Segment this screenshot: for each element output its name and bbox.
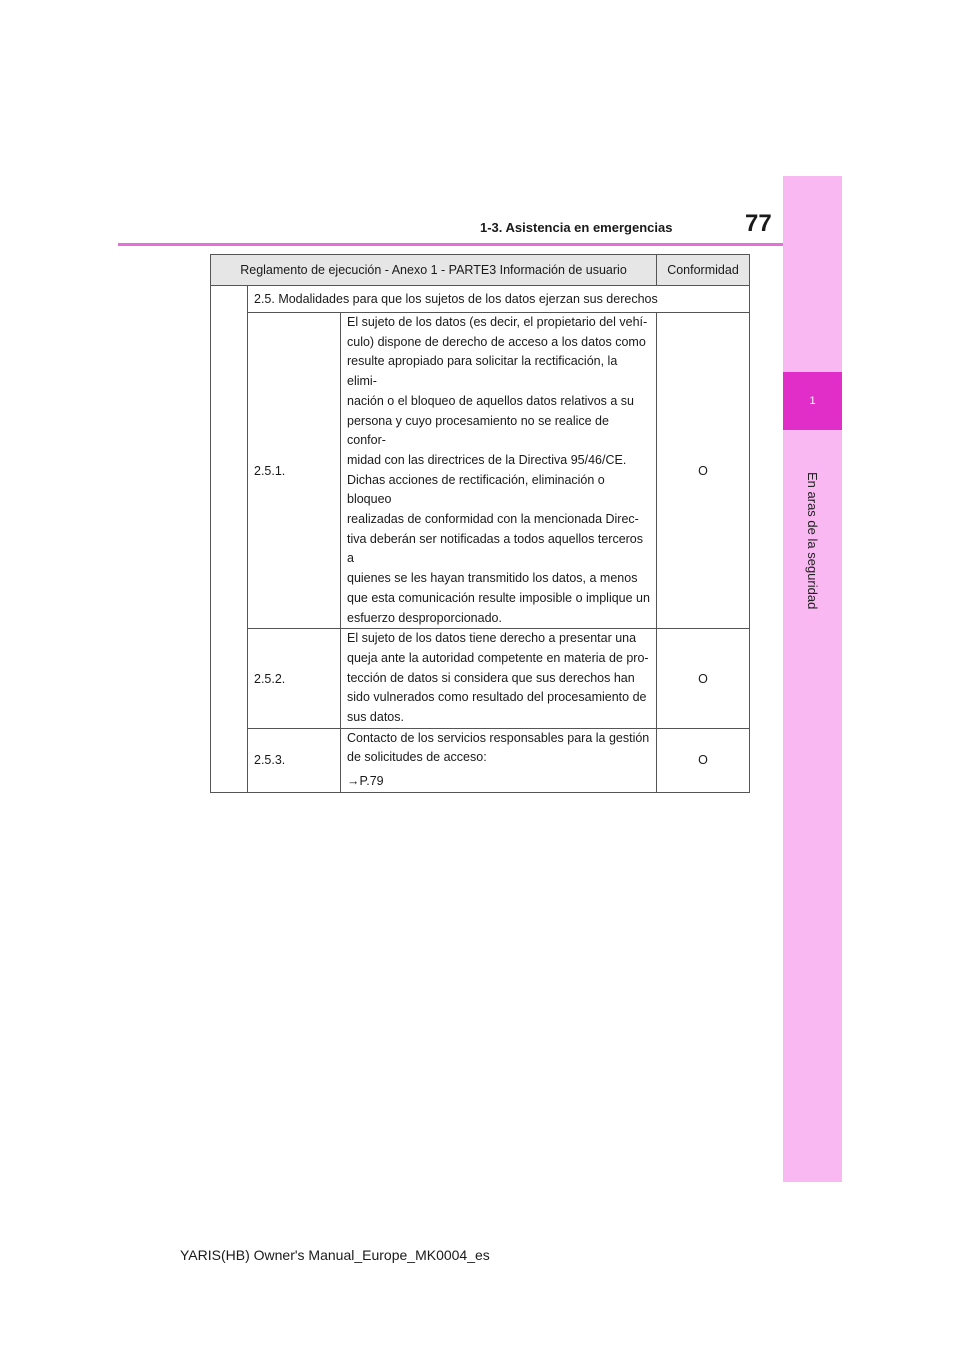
header-rule xyxy=(118,243,783,246)
description-line: quienes se les hayan transmitido los datos, a menos xyxy=(347,571,638,586)
row-description xyxy=(341,629,657,729)
description-line: El sujeto de los datos tiene derecho a presentar una xyxy=(347,631,637,646)
description-line: esfuerzo desproporcionado. xyxy=(347,610,502,625)
row-conformity: O xyxy=(657,629,750,729)
description-line: midad con las directrices de la Directiva 95/46/CE. xyxy=(347,452,627,467)
description-line: realizadas de conformidad con la mencionada Direc- xyxy=(347,512,639,527)
regulation-table xyxy=(210,254,750,793)
chapter-number-tab[interactable] xyxy=(783,372,842,430)
description-line: sus datos. xyxy=(347,710,404,725)
indent-cell xyxy=(211,286,248,793)
description-line: culo) dispone de derecho de acceso a los datos como xyxy=(347,334,646,349)
subsection-title: 2.5. Modalidades para que los sujetos de los datos ejerzan sus derechos xyxy=(248,286,750,313)
description-line: resulte apropiado para solicitar la rectificación, la elimi- xyxy=(347,354,618,389)
chapter-number: 1 xyxy=(809,395,816,407)
description-line: que esta comunicación resulte imposible o implique un xyxy=(347,590,650,605)
chapter-side-tab xyxy=(783,176,842,1182)
row-code: 2.5.2. xyxy=(248,629,341,729)
section-title: 1-3. Asistencia en emergencias xyxy=(480,220,673,235)
description-line: nación o el bloqueo de aquellos datos relativos a su xyxy=(347,393,635,408)
row-conformity: O xyxy=(657,313,750,629)
description-line: El sujeto de los datos (es decir, el propietario del vehí- xyxy=(347,315,648,329)
description-line: persona y cuyo procesamiento no se realice de confor- xyxy=(347,413,609,448)
row-description xyxy=(341,728,657,792)
table-header-row xyxy=(211,255,750,286)
table-row xyxy=(211,313,750,629)
description-line: queja ante la autoridad competente en materia de pro- xyxy=(347,650,649,665)
row-code: 2.5.3. xyxy=(248,728,341,792)
description-line: tección de datos si considera que sus derechos han xyxy=(347,670,635,685)
header-regulation: Reglamento de ejecución - Anexo 1 - PARTE3 Información de usuario xyxy=(211,255,657,286)
page-number: 77 xyxy=(745,210,772,237)
description-line: de solicitudes de acceso: xyxy=(347,750,487,765)
description-line: tiva deberán ser notificadas a todos aquellos terceros a xyxy=(347,531,644,566)
table-row xyxy=(211,629,750,729)
chapter-title: En aras de la seguridad xyxy=(805,472,820,610)
row-description xyxy=(341,313,657,629)
row-conformity: O xyxy=(657,728,750,792)
table-row xyxy=(211,286,750,313)
header-conformity: Conformidad xyxy=(657,255,750,286)
footer-manual-id: YARIS(HB) Owner's Manual_Europe_MK0004_es xyxy=(180,1247,490,1263)
description-line: Contacto de los servicios responsables para la gestión xyxy=(347,730,650,745)
page-reference-link[interactable]: →P.79 xyxy=(347,774,384,789)
table-row xyxy=(211,728,750,792)
chapter-title-tab xyxy=(783,436,842,646)
description-line: sido vulnerados como resultado del procesamiento de xyxy=(347,690,647,705)
row-code: 2.5.1. xyxy=(248,313,341,629)
description-line: Dichas acciones de rectificación, eliminación o bloqueo xyxy=(347,472,605,507)
